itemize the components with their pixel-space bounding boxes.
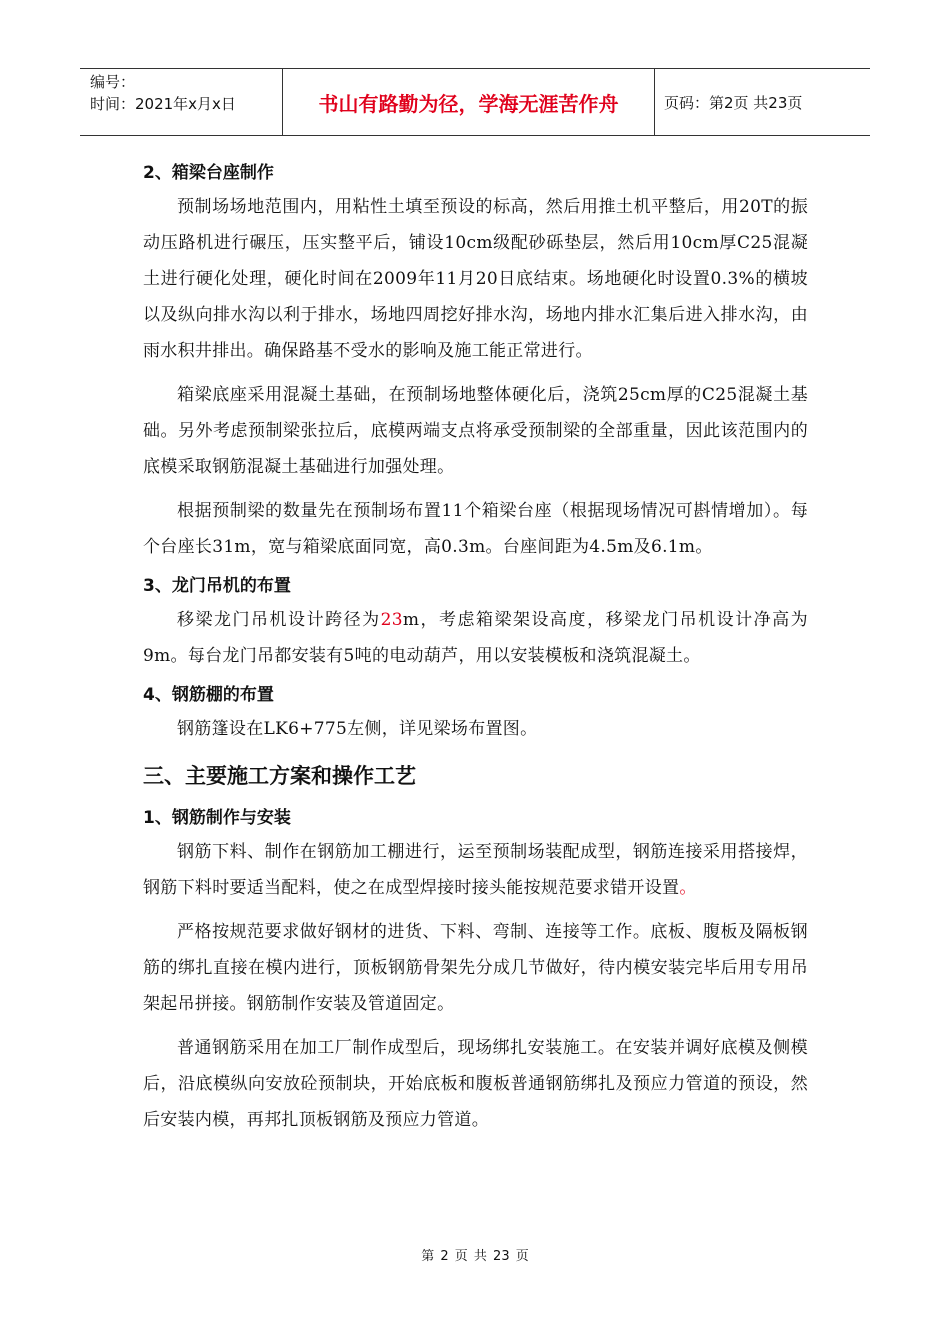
page-header bbox=[80, 68, 870, 136]
paragraph-rebar-cutting bbox=[143, 834, 808, 906]
paragraph-rebar-install: 普通钢筋采用在加工厂制作成型后，现场绑扎安装施工。在安装并调好底模及侧模后，沿底模纵向安放砼预制块，开始底板和腹板普通钢筋绑扎及预应力管道的预设，然后安装内模，再邦扎顶板钢筋及预应力管道。 bbox=[143, 1038, 808, 1130]
section-title-2: 2、箱梁台座制作 bbox=[143, 163, 274, 183]
gantry-text-a: 移梁龙门吊机设计跨径为 bbox=[177, 610, 381, 630]
header-page-label: 页码：第2页 共23页 bbox=[664, 93, 803, 112]
header-motto: 书山有路勤为径，学海无涯苦作舟 bbox=[283, 69, 655, 135]
gantry-text-b: m，考虑箱梁架设高度，移梁龙门吊机设计净高为9m。每台龙门吊都安装有5吨的电动葫芦，用以安装模板和浇筑混凝土。 bbox=[143, 610, 808, 666]
section-title-rebar: 1、钢筋制作与安装 bbox=[143, 808, 291, 828]
rebar-cutting-text: 钢筋下料、制作在钢筋加工棚进行，运至预制场装配成型，钢筋连接采用搭接焊，钢筋下料时要适当配料，使之在成型焊接时接头能按规范要求错开设置 bbox=[143, 842, 808, 898]
paragraph-rebar-shed: 钢筋篷设在LK6+775左侧，详见梁场布置图。 bbox=[177, 719, 538, 739]
part-three-title: 三、主要施工方案和操作工艺 bbox=[143, 764, 416, 788]
paragraph-gantry-crane bbox=[143, 602, 808, 674]
paragraph-rebar-standards: 严格按规范要求做好钢材的进货、下料、弯制、连接等工作。底板、腹板及隔板钢筋的绑扎直接在模内进行，顶板钢筋骨架先分成几节做好，待内模安装完毕后用专用吊架起吊拼接。钢筋制作安装及管道固定。 bbox=[143, 922, 808, 1014]
paragraph-base-foundation: 箱梁底座采用混凝土基础，在预制场地整体硬化后，浇筑25cm厚的C25混凝土基础。另外考虑预制梁张拉后，底模两端支点将承受预制梁的全部重量，因此该范围内的底模采取钢筋混凝土基础进行加强处理。 bbox=[143, 385, 808, 477]
paragraph-site-prep: 预制场场地范围内，用粘性土填至预设的标高，然后用推土机平整后，用20T的振动压路机进行碾压，压实整平后，铺设10cm级配砂砾垫层，然后用10cm厚C25混凝土进行硬化处理，硬化时间在2009年11月20日底结束。场地硬化时设置0.3%的横坡以及纵向排水沟以利于排水，场地四周挖好排水沟，场地内排水汇集后进入排水沟，由雨水积井排出。确保路基不受水的影响及施工能正常进行。 bbox=[143, 197, 808, 361]
rebar-cutting-period: 。 bbox=[679, 878, 697, 898]
document-time-label: 时间：2021年x月x日 bbox=[90, 95, 236, 113]
document-body bbox=[143, 152, 808, 1146]
header-meta bbox=[80, 69, 283, 135]
section-title-4: 4、钢筋棚的布置 bbox=[143, 685, 274, 705]
document-number-label: 编号： bbox=[90, 73, 136, 91]
gantry-span-value: 23 bbox=[380, 610, 403, 630]
paragraph-pedestal-layout: 根据预制梁的数量先在预制场布置11个箱梁台座（根据现场情况可斟情增加）。每个台座长31m，宽与箱梁底面同宽，高0.3m。台座间距为4.5m及6.1m。 bbox=[143, 501, 808, 557]
section-title-3: 3、龙门吊机的布置 bbox=[143, 576, 291, 596]
page-footer: 第 2 页 共 23 页 bbox=[421, 1249, 529, 1264]
